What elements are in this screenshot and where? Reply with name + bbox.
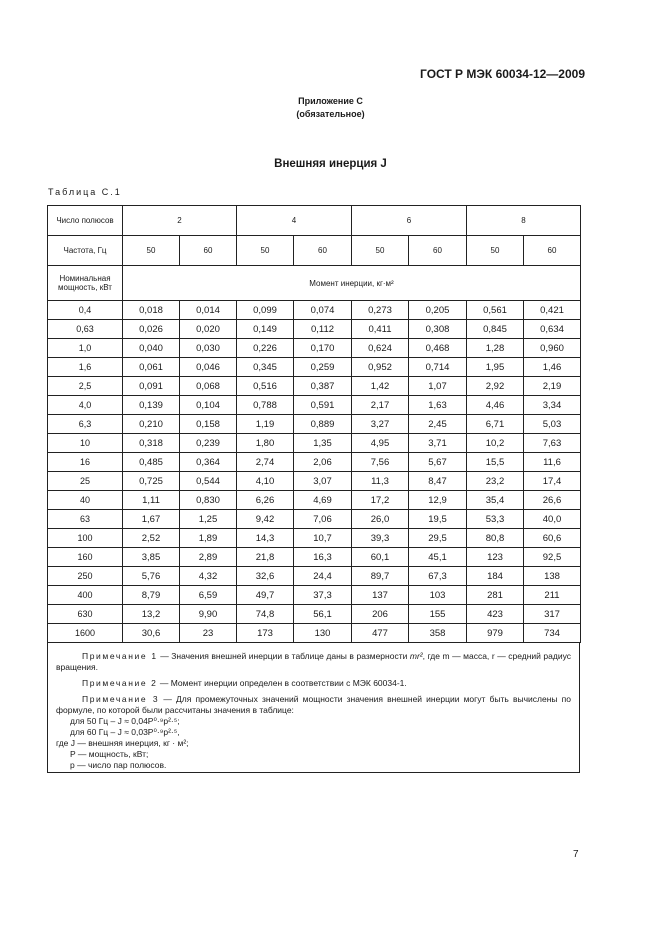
- inertia-cell: 0,318: [123, 434, 180, 453]
- inertia-cell: 11,6: [524, 453, 581, 472]
- inertia-cell: 137: [352, 586, 409, 605]
- inertia-cell: 49,7: [237, 586, 294, 605]
- inertia-cell: 0,104: [180, 396, 237, 415]
- inertia-cell: 4,95: [352, 434, 409, 453]
- power-cell: 1600: [48, 624, 123, 643]
- poles-label: Число полюсов: [48, 206, 123, 236]
- table-row: [48, 453, 581, 472]
- inertia-cell: 8,79: [123, 586, 180, 605]
- inertia-cell: 0,624: [352, 339, 409, 358]
- power-cell: 400: [48, 586, 123, 605]
- inertia-cell: 26,0: [352, 510, 409, 529]
- inertia-cell: 17,2: [352, 491, 409, 510]
- inertia-cell: 92,5: [524, 548, 581, 567]
- inertia-cell: 2,45: [409, 415, 467, 434]
- inertia-cell: 0,170: [294, 339, 352, 358]
- inertia-cell: 4,46: [467, 396, 524, 415]
- frequency-value: 60: [524, 236, 581, 266]
- inertia-cell: 206: [352, 605, 409, 624]
- poles-value: 8: [467, 206, 581, 236]
- table-row: [48, 339, 581, 358]
- inertia-cell: 0,788: [237, 396, 294, 415]
- frequency-value: 60: [180, 236, 237, 266]
- inertia-cell: 0,074: [294, 301, 352, 320]
- note-3: [56, 694, 571, 771]
- note-2-label: Примечание 2: [82, 678, 158, 688]
- inertia-cell: 0,714: [409, 358, 467, 377]
- inertia-cell: 1,11: [123, 491, 180, 510]
- inertia-cell: 0,952: [352, 358, 409, 377]
- power-cell: 0,63: [48, 320, 123, 339]
- power-label: Номинальная мощность, кВт: [48, 266, 123, 301]
- inertia-cell: 0,139: [123, 396, 180, 415]
- inertia-cell: 0,018: [123, 301, 180, 320]
- inertia-cell: 2,89: [180, 548, 237, 567]
- inertia-cell: 1,63: [409, 396, 467, 415]
- inertia-cell: 0,046: [180, 358, 237, 377]
- table-row: [48, 472, 581, 491]
- inertia-cell: 1,46: [524, 358, 581, 377]
- inertia-cell: 7,63: [524, 434, 581, 453]
- legend-pole-pairs: p — число пар полюсов.: [70, 760, 167, 770]
- inertia-cell: 0,259: [294, 358, 352, 377]
- frequency-value: 50: [123, 236, 180, 266]
- frequency-value: 60: [294, 236, 352, 266]
- inertia-cell: 6,59: [180, 586, 237, 605]
- note-2-text: — Момент инерции определен в соответствии с МЭК 60034-1.: [157, 678, 407, 688]
- table-row: [48, 586, 581, 605]
- inertia-cell: 13,2: [123, 605, 180, 624]
- power-cell: 2,5: [48, 377, 123, 396]
- inertia-cell: 0,014: [180, 301, 237, 320]
- inertia-cell: 0,239: [180, 434, 237, 453]
- inertia-cell: 0,020: [180, 320, 237, 339]
- inertia-cell: 0,210: [123, 415, 180, 434]
- power-cell: 1,0: [48, 339, 123, 358]
- inertia-cell: 0,099: [237, 301, 294, 320]
- power-cell: 63: [48, 510, 123, 529]
- inertia-cell: 3,34: [524, 396, 581, 415]
- inertia-cell: 5,03: [524, 415, 581, 434]
- inertia-cell: 10,2: [467, 434, 524, 453]
- inertia-cell: 138: [524, 567, 581, 586]
- power-cell: 160: [48, 548, 123, 567]
- inertia-cell: 2,17: [352, 396, 409, 415]
- inertia-cell: 45,1: [409, 548, 467, 567]
- power-cell: 6,3: [48, 415, 123, 434]
- inertia-cell: 0,725: [123, 472, 180, 491]
- inertia-cell: 21,8: [237, 548, 294, 567]
- inertia-cell: 9,42: [237, 510, 294, 529]
- inertia-cell: 1,89: [180, 529, 237, 548]
- table-row: [48, 434, 581, 453]
- inertia-cell: 3,07: [294, 472, 352, 491]
- power-cell: 250: [48, 567, 123, 586]
- inertia-cell: 4,32: [180, 567, 237, 586]
- frequency-label: Частота, Гц: [48, 236, 123, 266]
- inertia-cell: 6,26: [237, 491, 294, 510]
- inertia-cell: 0,485: [123, 453, 180, 472]
- inertia-cell: 29,5: [409, 529, 467, 548]
- inertia-cell: 184: [467, 567, 524, 586]
- inertia-cell: 30,6: [123, 624, 180, 643]
- frequency-value: 60: [409, 236, 467, 266]
- inertia-cell: 8,47: [409, 472, 467, 491]
- table-row: [48, 377, 581, 396]
- inertia-cell: 0,960: [524, 339, 581, 358]
- power-cell: 16: [48, 453, 123, 472]
- inertia-label: Момент инерции, кг·м²: [123, 266, 581, 301]
- inertia-cell: 0,030: [180, 339, 237, 358]
- inertia-cell: 0,040: [123, 339, 180, 358]
- inertia-cell: 1,19: [237, 415, 294, 434]
- units-row: [48, 266, 581, 301]
- inertia-cell: 5,76: [123, 567, 180, 586]
- inertia-cell: 423: [467, 605, 524, 624]
- inertia-cell: 56,1: [294, 605, 352, 624]
- document-id: ГОСТ Р МЭК 60034-12—2009: [420, 67, 585, 81]
- inertia-cell: 0,112: [294, 320, 352, 339]
- inertia-cell: 123: [467, 548, 524, 567]
- power-cell: 40: [48, 491, 123, 510]
- inertia-cell: 60,1: [352, 548, 409, 567]
- inertia-cell: 37,3: [294, 586, 352, 605]
- table-row: [48, 624, 581, 643]
- note-1-unit: mr²: [409, 651, 423, 661]
- inertia-cell: 477: [352, 624, 409, 643]
- poles-value: 2: [123, 206, 237, 236]
- inertia-cell: 1,35: [294, 434, 352, 453]
- power-cell: 630: [48, 605, 123, 624]
- page-number: 7: [573, 849, 579, 860]
- inertia-cell: 23,2: [467, 472, 524, 491]
- inertia-cell: 979: [467, 624, 524, 643]
- table-row: [48, 396, 581, 415]
- inertia-cell: 26,6: [524, 491, 581, 510]
- formula-50hz: для 50 Гц – J ≈ 0,04P⁰·⁹p²·⁵;: [70, 716, 180, 726]
- table-row: [48, 605, 581, 624]
- poles-value: 4: [237, 206, 352, 236]
- note-1-text-a: — Значения внешней инерции в таблице даны в размерности: [157, 651, 410, 661]
- inertia-cell: 1,42: [352, 377, 409, 396]
- inertia-cell: 16,3: [294, 548, 352, 567]
- inertia-cell: 32,6: [237, 567, 294, 586]
- table-container: [47, 205, 581, 773]
- inertia-cell: 24,4: [294, 567, 352, 586]
- inertia-cell: 0,516: [237, 377, 294, 396]
- frequency-row: [48, 236, 581, 266]
- note-2: [56, 678, 571, 689]
- inertia-cell: 74,8: [237, 605, 294, 624]
- inertia-cell: 358: [409, 624, 467, 643]
- inertia-cell: 6,71: [467, 415, 524, 434]
- table-row: [48, 529, 581, 548]
- power-cell: 100: [48, 529, 123, 548]
- power-cell: 1,6: [48, 358, 123, 377]
- inertia-cell: 211: [524, 586, 581, 605]
- inertia-cell: 1,28: [467, 339, 524, 358]
- note-1: [56, 651, 571, 673]
- frequency-value: 50: [467, 236, 524, 266]
- inertia-cell: 0,364: [180, 453, 237, 472]
- inertia-cell: 0,845: [467, 320, 524, 339]
- inertia-cell: 0,026: [123, 320, 180, 339]
- inertia-cell: 14,3: [237, 529, 294, 548]
- inertia-cell: 80,8: [467, 529, 524, 548]
- power-cell: 25: [48, 472, 123, 491]
- power-cell: 4,0: [48, 396, 123, 415]
- power-cell: 0,4: [48, 301, 123, 320]
- inertia-cell: 0,149: [237, 320, 294, 339]
- legend-power: P — мощность, кВт;: [70, 749, 149, 759]
- table-row: [48, 548, 581, 567]
- notes-block: [47, 643, 580, 773]
- poles-value: 6: [352, 206, 467, 236]
- inertia-cell: 23: [180, 624, 237, 643]
- annex-title: Приложение С: [298, 96, 363, 106]
- inertia-cell: 317: [524, 605, 581, 624]
- inertia-cell: 2,19: [524, 377, 581, 396]
- inertia-cell: 5,67: [409, 453, 467, 472]
- inertia-table: [47, 205, 581, 643]
- inertia-cell: 155: [409, 605, 467, 624]
- inertia-cell: 4,69: [294, 491, 352, 510]
- table-row: [48, 567, 581, 586]
- inertia-cell: 0,634: [524, 320, 581, 339]
- inertia-cell: 9,90: [180, 605, 237, 624]
- table-row: [48, 301, 581, 320]
- poles-row: [48, 206, 581, 236]
- inertia-cell: 2,06: [294, 453, 352, 472]
- inertia-cell: 2,92: [467, 377, 524, 396]
- note-3-text: — Для промежуточных значений мощности значения внешней инерции могут быть вычислены по формуле, по которой были рассчитаны значения в таблице:: [56, 694, 571, 715]
- inertia-cell: 7,56: [352, 453, 409, 472]
- inertia-cell: 2,74: [237, 453, 294, 472]
- frequency-value: 50: [237, 236, 294, 266]
- inertia-cell: 35,4: [467, 491, 524, 510]
- inertia-cell: 3,71: [409, 434, 467, 453]
- inertia-cell: 3,27: [352, 415, 409, 434]
- inertia-cell: 89,7: [352, 567, 409, 586]
- frequency-value: 50: [352, 236, 409, 266]
- inertia-cell: 0,273: [352, 301, 409, 320]
- inertia-cell: 0,308: [409, 320, 467, 339]
- inertia-cell: 17,4: [524, 472, 581, 491]
- inertia-cell: 0,205: [409, 301, 467, 320]
- inertia-cell: 39,3: [352, 529, 409, 548]
- inertia-cell: 53,3: [467, 510, 524, 529]
- table-row: [48, 358, 581, 377]
- inertia-cell: 11,3: [352, 472, 409, 491]
- inertia-cell: 0,591: [294, 396, 352, 415]
- inertia-cell: 0,061: [123, 358, 180, 377]
- section-title: Внешняя инерция J: [274, 158, 387, 170]
- inertia-cell: 0,830: [180, 491, 237, 510]
- inertia-cell: 0,387: [294, 377, 352, 396]
- inertia-cell: 130: [294, 624, 352, 643]
- inertia-cell: 0,889: [294, 415, 352, 434]
- power-cell: 10: [48, 434, 123, 453]
- inertia-cell: 0,468: [409, 339, 467, 358]
- table-row: [48, 491, 581, 510]
- inertia-cell: 19,5: [409, 510, 467, 529]
- inertia-cell: 15,5: [467, 453, 524, 472]
- inertia-cell: 0,226: [237, 339, 294, 358]
- inertia-cell: 1,95: [467, 358, 524, 377]
- inertia-cell: 1,80: [237, 434, 294, 453]
- inertia-cell: 0,411: [352, 320, 409, 339]
- inertia-cell: 4,10: [237, 472, 294, 491]
- inertia-cell: 734: [524, 624, 581, 643]
- inertia-cell: 103: [409, 586, 467, 605]
- inertia-cell: 0,544: [180, 472, 237, 491]
- table-row: [48, 415, 581, 434]
- note-1-label: Примечание 1: [82, 651, 158, 661]
- inertia-cell: 12,9: [409, 491, 467, 510]
- inertia-cell: 0,091: [123, 377, 180, 396]
- formula-60hz: для 60 Гц – J ≈ 0,03P⁰·⁹p²·⁵,: [70, 727, 180, 737]
- note-3-label: Примечание 3: [82, 694, 160, 704]
- inertia-cell: 2,52: [123, 529, 180, 548]
- inertia-cell: 10,7: [294, 529, 352, 548]
- note-1-text-b: , где m — масса, r — средний радиус вращения.: [56, 651, 571, 672]
- inertia-cell: 0,345: [237, 358, 294, 377]
- inertia-cell: 1,25: [180, 510, 237, 529]
- annex-subtitle: (обязательное): [296, 109, 365, 119]
- inertia-cell: 1,67: [123, 510, 180, 529]
- legend-j: где J — внешняя инерция, кг · м²;: [56, 738, 189, 748]
- inertia-cell: 0,561: [467, 301, 524, 320]
- inertia-cell: 281: [467, 586, 524, 605]
- inertia-cell: 0,158: [180, 415, 237, 434]
- inertia-cell: 40,0: [524, 510, 581, 529]
- inertia-cell: 67,3: [409, 567, 467, 586]
- inertia-cell: 7,06: [294, 510, 352, 529]
- table-row: [48, 320, 581, 339]
- table-caption: Таблица С.1: [48, 187, 122, 197]
- inertia-cell: 173: [237, 624, 294, 643]
- inertia-cell: 3,85: [123, 548, 180, 567]
- inertia-cell: 60,6: [524, 529, 581, 548]
- inertia-cell: 1,07: [409, 377, 467, 396]
- inertia-cell: 0,068: [180, 377, 237, 396]
- table-row: [48, 510, 581, 529]
- inertia-cell: 0,421: [524, 301, 581, 320]
